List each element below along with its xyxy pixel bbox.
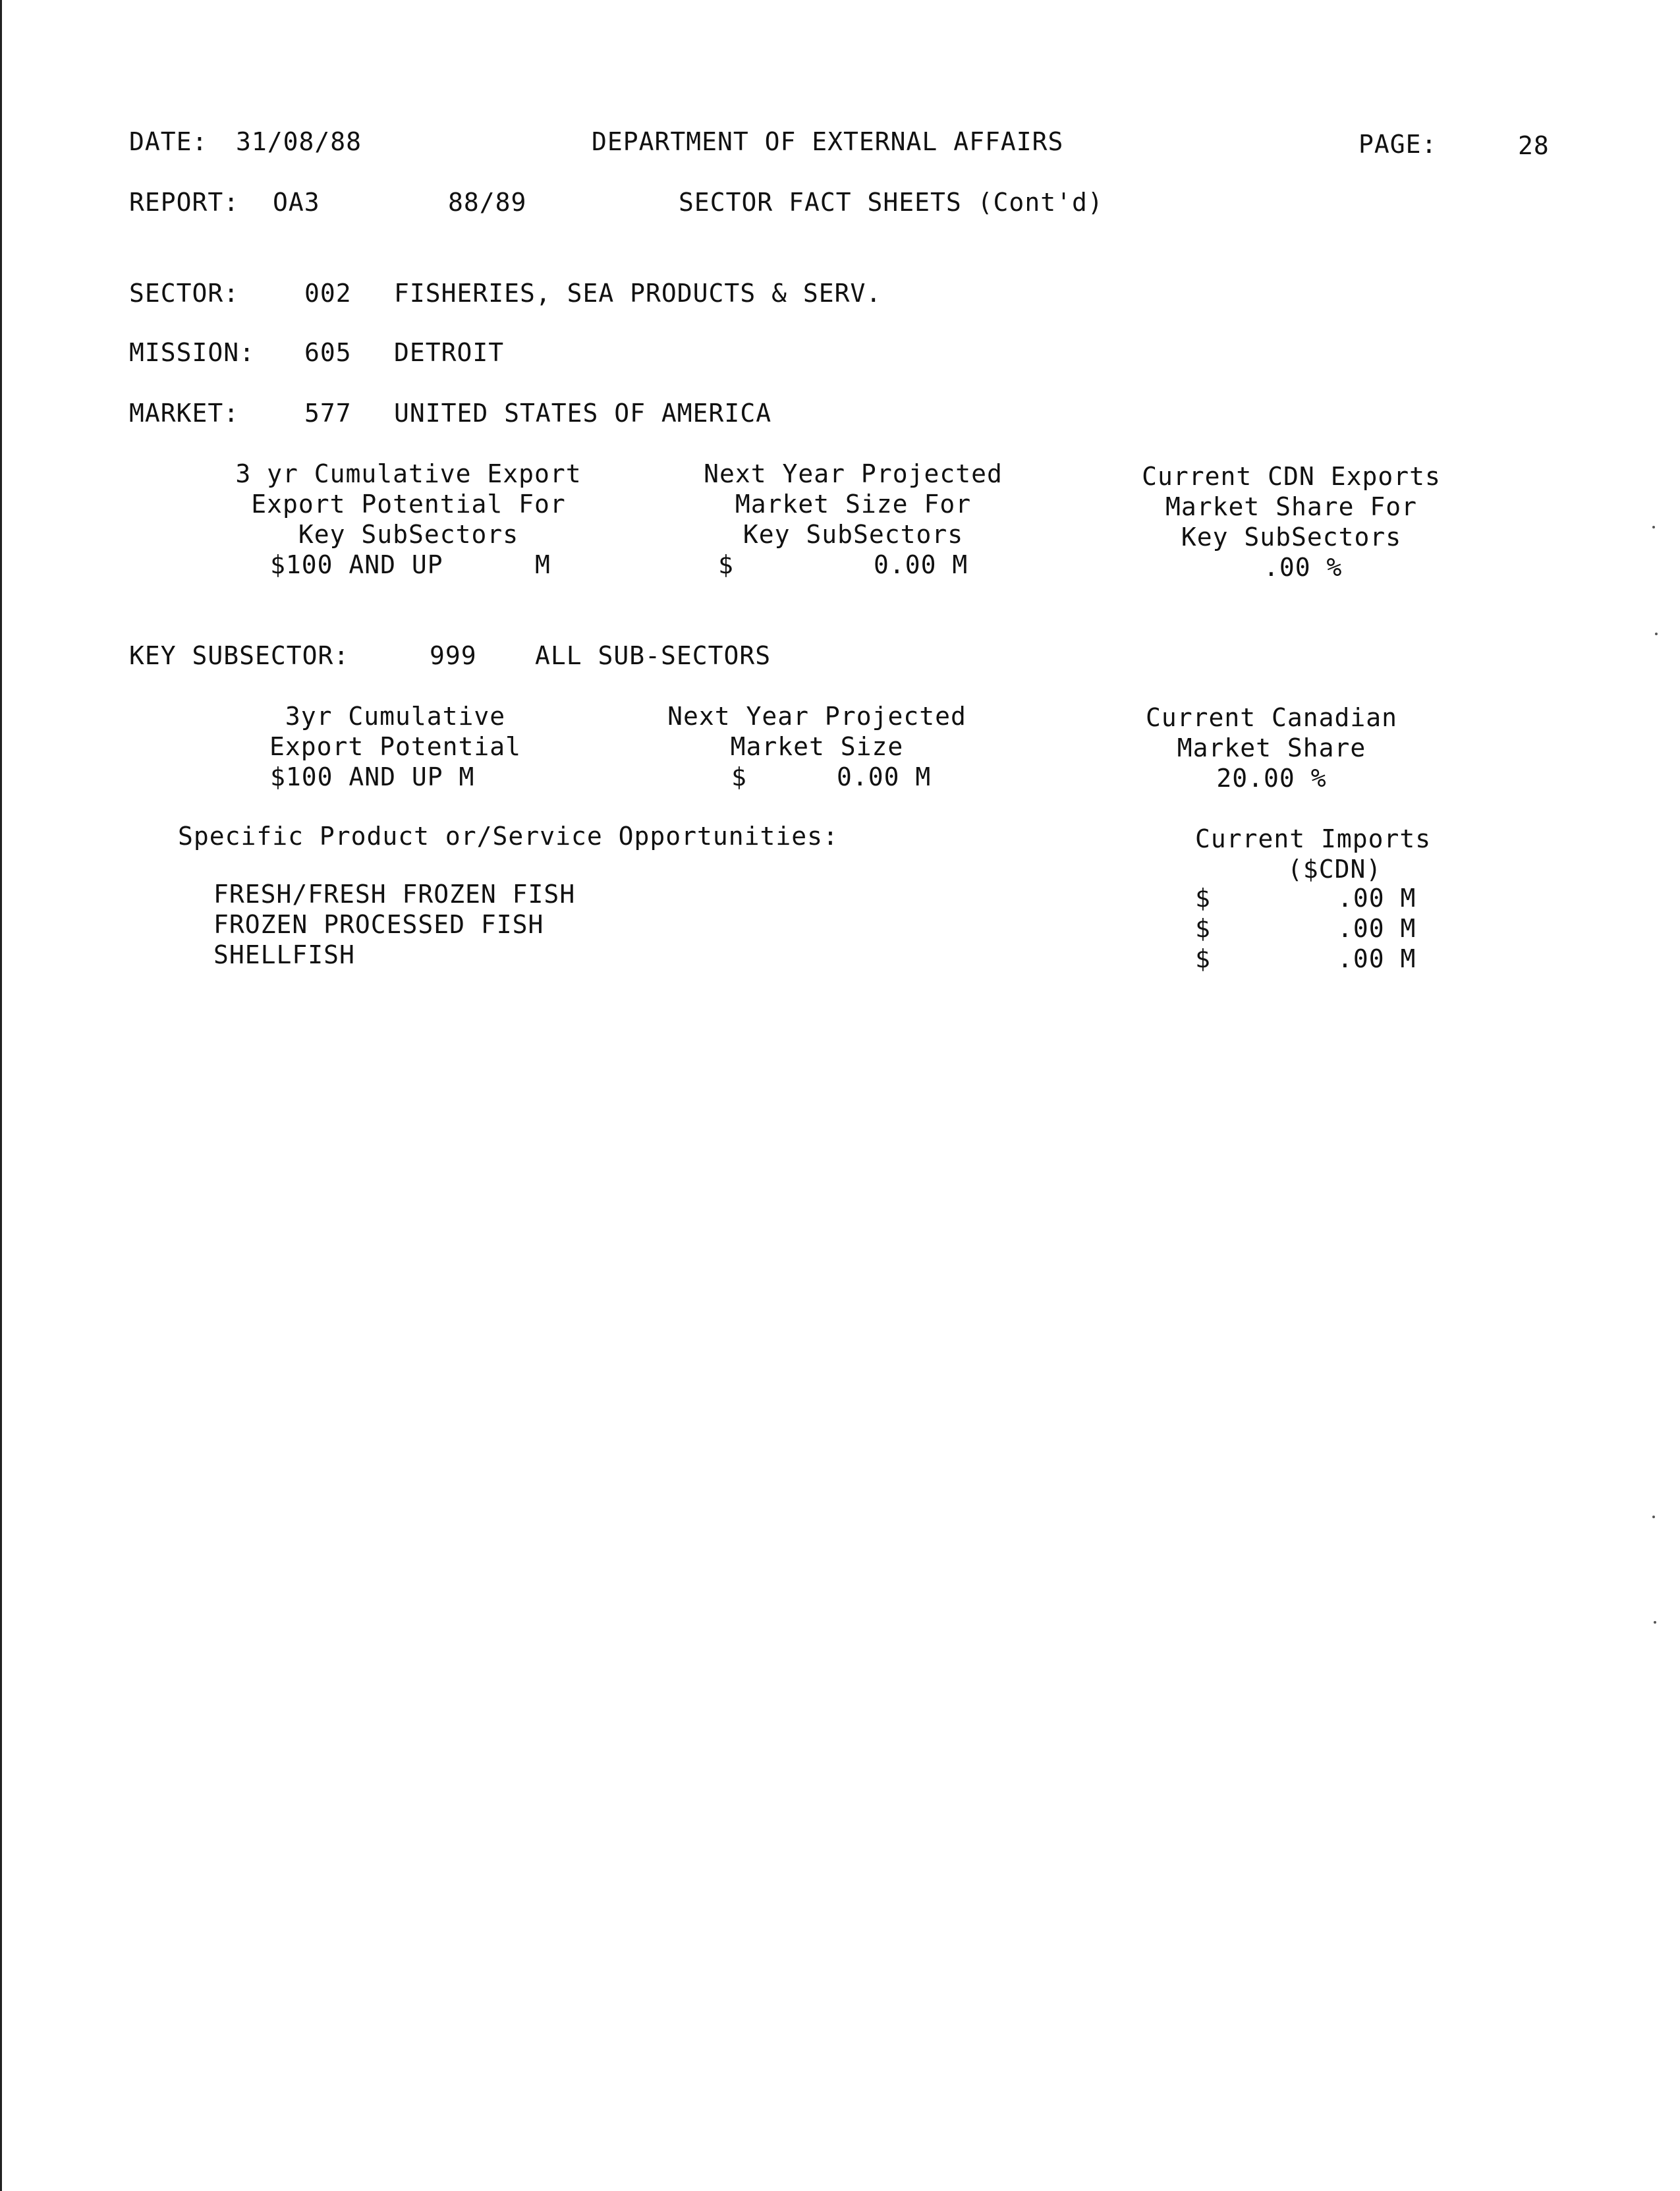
- summary-col1-unit: M: [535, 550, 551, 579]
- subsector-col2-value: 0.00 M: [837, 762, 932, 791]
- opportunities-heading: Specific Product or/Service Opportunities:: [178, 822, 839, 851]
- page-number: 28: [1518, 131, 1550, 160]
- summary-col2-value: 0.00 M: [874, 550, 968, 579]
- summary-col3-value: .00 %: [1264, 553, 1343, 582]
- opportunity-currency: $: [1195, 914, 1211, 943]
- scan-speck: [1654, 1621, 1656, 1624]
- opportunity-value: .00 M: [1337, 914, 1416, 943]
- imports-unit: ($CDN): [1287, 855, 1382, 884]
- subsector-col1-value: $100 AND UP M: [270, 762, 475, 791]
- report-code: OA3: [273, 188, 320, 217]
- mission-name: DETROIT: [394, 338, 505, 367]
- opportunity-value: .00 M: [1337, 884, 1416, 913]
- subsector-col2-line2: Market Size: [730, 732, 904, 761]
- summary-col2-line3: Key SubSectors: [742, 520, 964, 549]
- date-value: 31/08/88: [236, 127, 362, 156]
- summary-col2-line2: Market Size For: [735, 490, 972, 519]
- opportunity-name: SHELLFISH: [213, 940, 355, 969]
- subsector-col3-line1: Current Canadian: [1145, 703, 1398, 732]
- imports-heading: Current Imports: [1195, 824, 1432, 853]
- market-code: 577: [304, 399, 352, 428]
- scan-speck: [1652, 1516, 1655, 1518]
- opportunity-value: .00 M: [1337, 944, 1416, 973]
- page-label: PAGE:: [1358, 130, 1438, 159]
- subsector-col2-currency: $: [731, 762, 747, 791]
- date-label: DATE:: [129, 127, 208, 156]
- summary-col2-line1: Next Year Projected: [704, 459, 1003, 488]
- opportunity-name: FRESH/FRESH FROZEN FISH: [213, 880, 576, 909]
- sector-name: FISHERIES, SEA PRODUCTS & SERV.: [394, 279, 882, 308]
- scan-speck: [1655, 633, 1658, 635]
- summary-col1-line2: Export Potential For: [251, 490, 566, 519]
- subsector-col1-line1: 3yr Cumulative: [285, 702, 506, 731]
- subsector-col3-line2: Market Share: [1177, 733, 1366, 762]
- subsector-col2-line1: Next Year Projected: [667, 702, 966, 731]
- mission-label: MISSION:: [129, 338, 256, 367]
- opportunity-currency: $: [1195, 944, 1211, 973]
- mission-code: 605: [304, 338, 352, 367]
- subsector-label: KEY SUBSECTOR:: [129, 641, 350, 670]
- market-label: MARKET:: [129, 399, 240, 428]
- summary-col1-line3: Key SubSectors: [298, 520, 519, 549]
- summary-col1-line1: 3 yr Cumulative Export: [235, 459, 582, 488]
- subsector-name: ALL SUB-SECTORS: [535, 641, 771, 670]
- summary-col3-line3: Key SubSectors: [1181, 523, 1402, 552]
- summary-col3-line1: Current CDN Exports: [1142, 462, 1441, 491]
- opportunity-currency: $: [1195, 884, 1211, 913]
- sector-label: SECTOR:: [129, 279, 240, 308]
- scan-edge-line: [0, 0, 2, 2191]
- summary-col2-currency: $: [718, 550, 734, 579]
- summary-col1-value: $100 AND UP: [270, 550, 443, 579]
- department-title: DEPARTMENT OF EXTERNAL AFFAIRS: [592, 127, 1064, 156]
- report-label: REPORT:: [129, 188, 240, 217]
- market-name: UNITED STATES OF AMERICA: [394, 399, 772, 428]
- scan-speck: [1652, 526, 1655, 528]
- summary-col3-line2: Market Share For: [1165, 492, 1418, 521]
- sector-code: 002: [304, 279, 352, 308]
- fiscal-year: 88/89: [448, 188, 527, 217]
- subsector-col1-line2: Export Potential: [269, 732, 522, 761]
- report-title: SECTOR FACT SHEETS (Cont'd): [679, 188, 1104, 217]
- opportunity-name: FROZEN PROCESSED FISH: [213, 910, 544, 939]
- subsector-code: 999: [430, 641, 477, 670]
- subsector-col3-value: 20.00 %: [1216, 764, 1327, 793]
